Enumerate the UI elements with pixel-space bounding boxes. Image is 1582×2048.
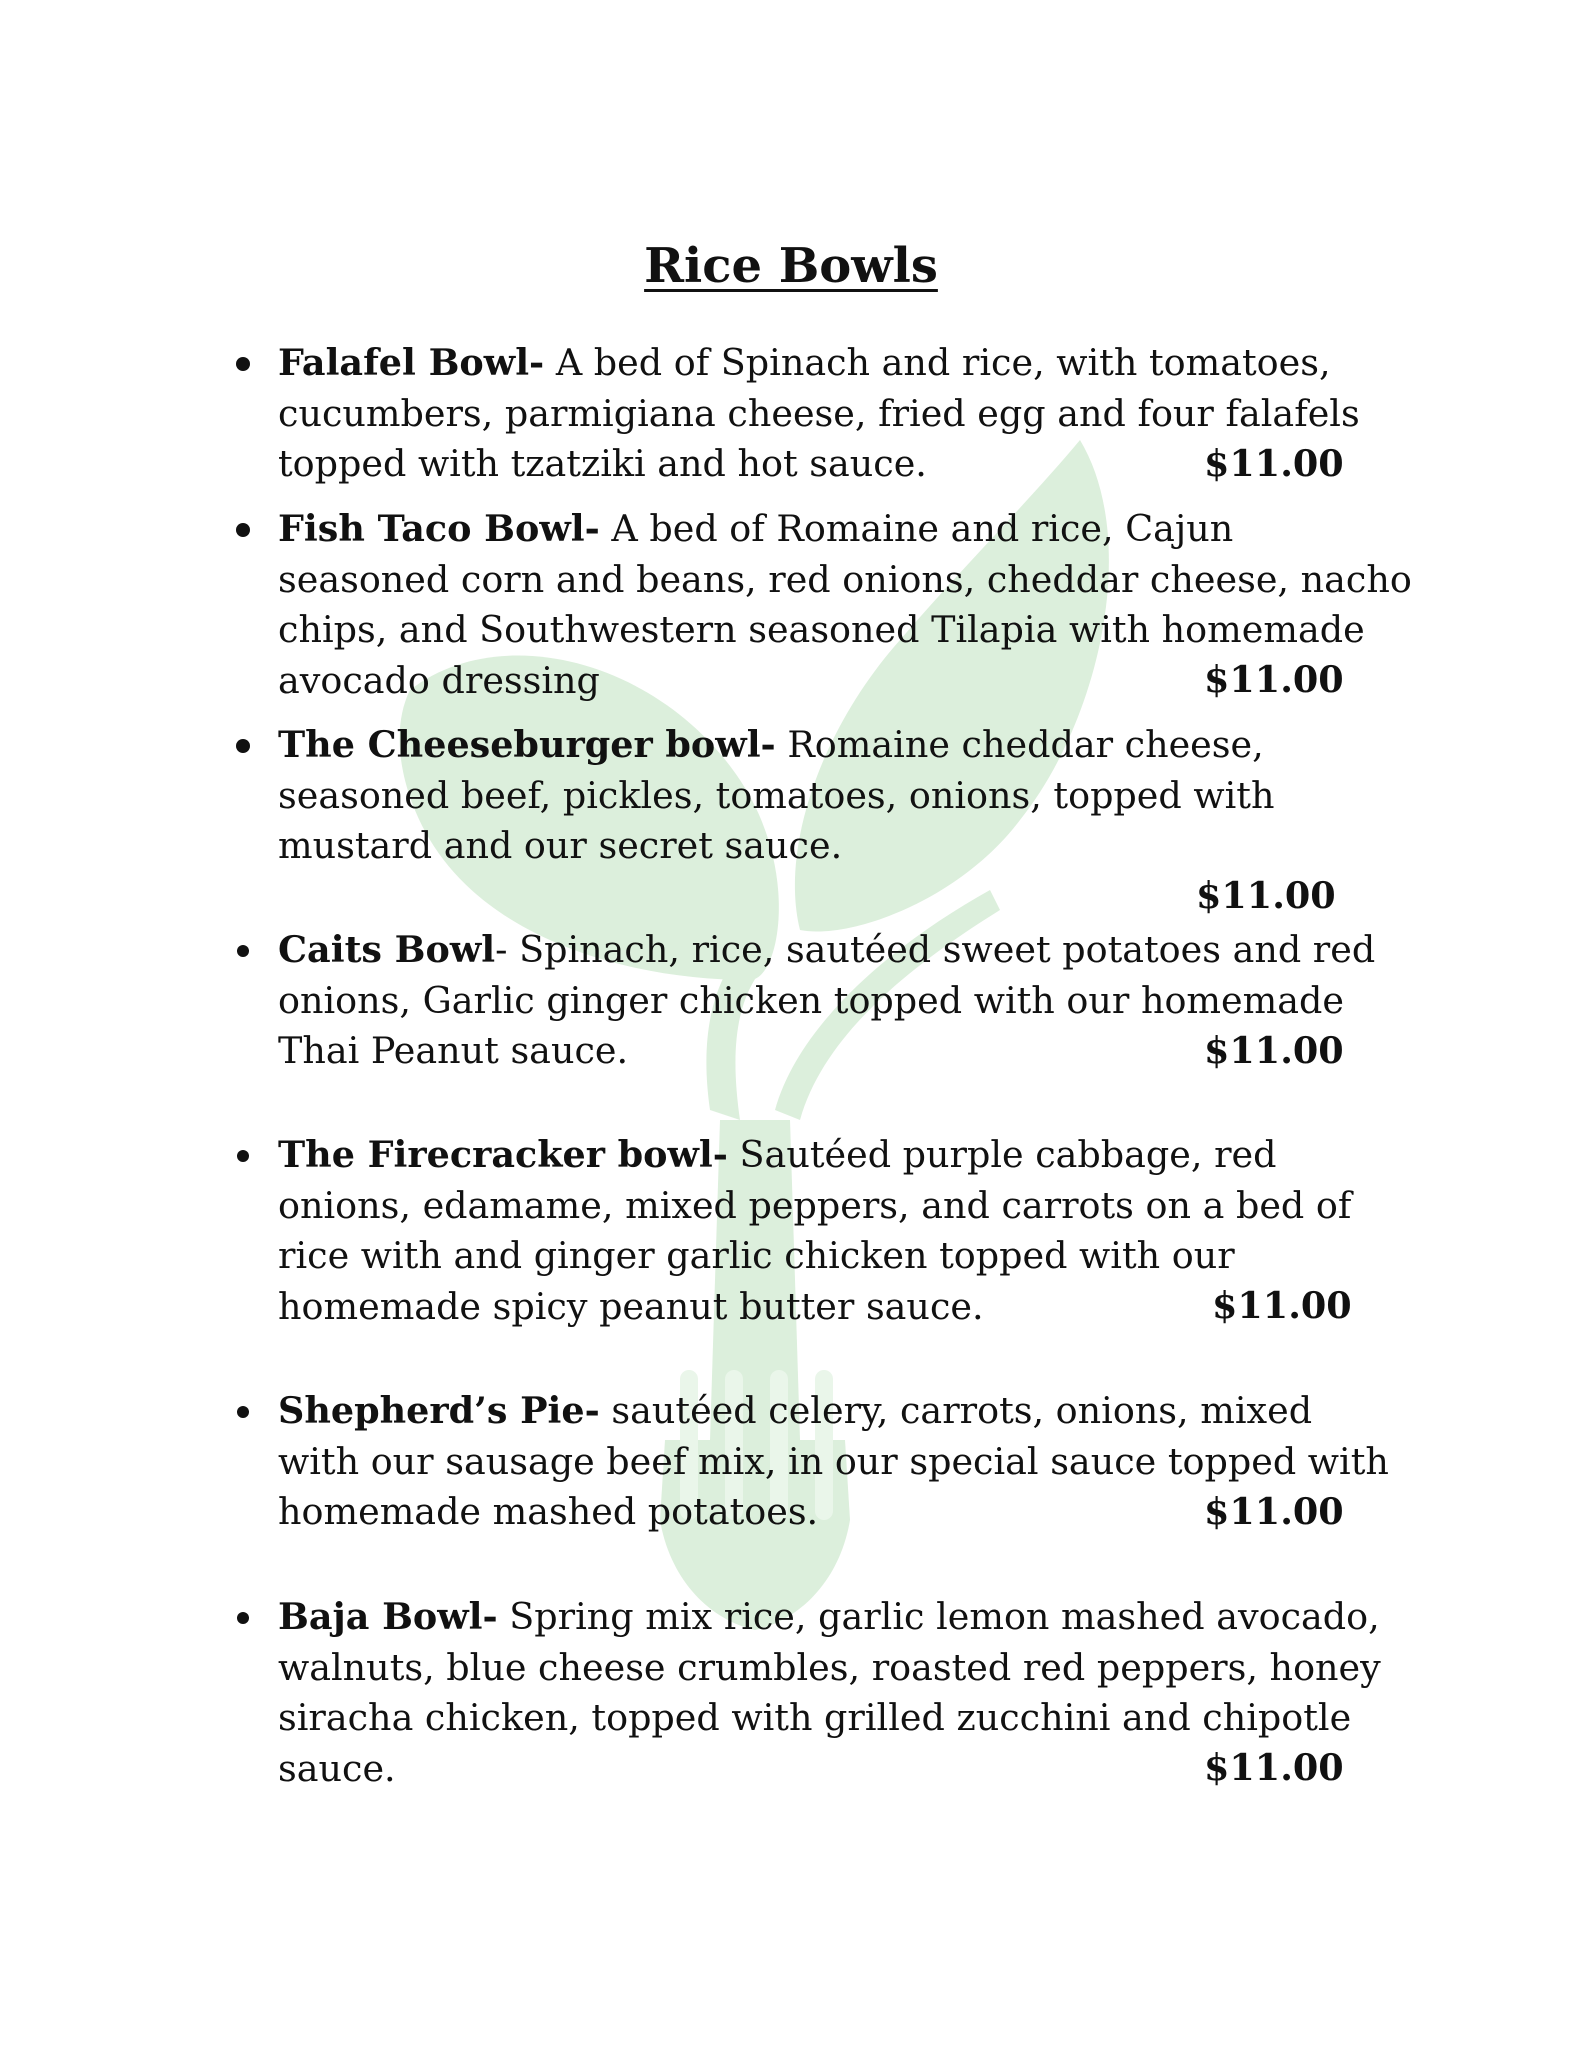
bullet-icon: [237, 1150, 249, 1162]
bullet-icon: [236, 357, 250, 371]
item-description: chips, and Southwestern seasoned Tilapia with homemade: [278, 608, 1365, 651]
bullet-icon: [237, 1612, 249, 1624]
item-description: homemade spicy peanut butter sauce.: [278, 1284, 984, 1328]
item-description: topped with tzatziki and hot sauce.: [278, 442, 927, 485]
item-description: sautéed celery, carrots, onions, mixed: [599, 1389, 1313, 1432]
menu-item-falafel-bowl: [278, 338, 1398, 490]
item-price: $11.00: [1204, 442, 1344, 485]
bullet-icon: [237, 1406, 249, 1418]
menu-item-fish-taco-bowl: [278, 504, 1412, 706]
item-description: mustard and our secret sauce.: [278, 824, 843, 867]
item-description: onions, edamame, mixed peppers, and carrots on a bed of: [278, 1183, 1352, 1227]
item-description: cucumbers, parmigiana cheese, fried egg and four falafels: [278, 391, 1360, 435]
item-price: $11.00: [1204, 1029, 1344, 1072]
menu-item-cheeseburger-bowl: [278, 720, 1398, 917]
menu-item-baja-bowl: [278, 1592, 1398, 1794]
item-description: homemade mashed potatoes.: [278, 1490, 819, 1533]
item-name: Fish Taco Bowl-: [278, 507, 600, 550]
item-description: seasoned beef, pickles, tomatoes, onions, topped with: [278, 773, 1275, 817]
item-description: walnuts, blue cheese crumbles, roasted red peppers, honey: [278, 1645, 1381, 1689]
item-description: with our sausage beef mix, in our special sauce topped with: [278, 1439, 1389, 1483]
item-price: $11.00: [1196, 874, 1336, 917]
item-price: $11.00: [1204, 658, 1344, 701]
item-name: Falafel Bowl-: [278, 341, 545, 384]
item-description: onions, Garlic ginger chicken topped with our homemade: [278, 978, 1344, 1022]
item-description: siracha chicken, topped with grilled zucchini and chipotle: [278, 1696, 1352, 1739]
page-title: Rice Bowls: [644, 238, 938, 294]
item-name: Baja Bowl-: [278, 1595, 498, 1638]
menu-item-firecracker-bowl: [278, 1130, 1398, 1332]
item-description: avocado dressing: [278, 658, 600, 702]
item-description: rice with and ginger garlic chicken topped with our: [278, 1234, 1235, 1277]
item-description: Romaine cheddar cheese,: [775, 723, 1264, 766]
item-price: $11.00: [1204, 1746, 1344, 1789]
bullet-icon: [236, 523, 250, 537]
item-price: $11.00: [1212, 1284, 1352, 1327]
item-description: A bed of Romaine and rice, Cajun: [599, 507, 1234, 550]
item-name: Caits Bowl: [278, 928, 496, 971]
item-description: Thai Peanut sauce.: [278, 1029, 629, 1072]
menu-item-shepherds-pie: [278, 1386, 1398, 1538]
item-price: $11.00: [1204, 1490, 1344, 1533]
bullet-icon: [237, 945, 249, 957]
item-description: sauce.: [278, 1746, 396, 1790]
item-description: A bed of Spinach and rice, with tomatoes,: [544, 341, 1331, 384]
item-description: - Spinach, rice, sautéed sweet potatoes and red: [495, 928, 1376, 971]
item-description: Sautéed purple cabbage, red: [727, 1133, 1277, 1176]
item-description: seasoned corn and beans, red onions, cheddar cheese, nacho: [278, 557, 1412, 601]
item-name: Shepherd’s Pie-: [278, 1389, 600, 1432]
bullet-icon: [236, 739, 250, 753]
item-description: Spring mix rice, garlic lemon mashed avocado,: [497, 1595, 1380, 1638]
menu-item-caits-bowl: [278, 925, 1398, 1077]
item-name: The Firecracker bowl-: [278, 1133, 728, 1176]
item-name: The Cheeseburger bowl-: [278, 723, 776, 766]
